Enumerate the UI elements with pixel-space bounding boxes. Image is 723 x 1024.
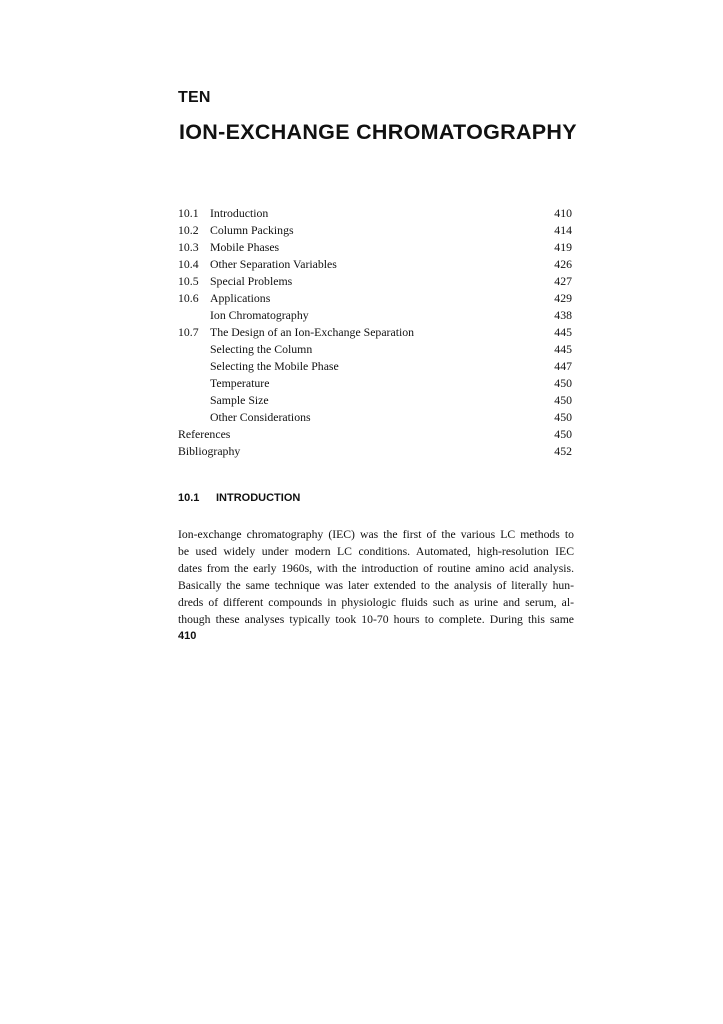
toc-entry-page: 447 (554, 359, 572, 373)
body-line: Basically the same technique was later extended to the analysis of literally hun- (178, 579, 574, 592)
body-paragraph (178, 526, 574, 628)
toc-entry-bibliography (178, 443, 572, 460)
toc-entry-title: References (178, 427, 231, 441)
section-title: INTRODUCTION (216, 492, 301, 504)
toc-entry-number: 10.6 (178, 291, 199, 305)
toc-entry-page: 426 (554, 257, 572, 271)
toc-entry-title: Special Problems (210, 274, 293, 288)
toc-entry-sample-size (178, 392, 572, 409)
body-line: be used widely under modern LC conditions. Automated, high-resolution IEC (178, 545, 574, 558)
toc-entry-page: 410 (554, 206, 572, 220)
toc-entry-selecting-the-column (178, 341, 572, 358)
body-line: dreds of different compounds in physiologic fluids such as urine and serum, al- (178, 596, 574, 609)
toc-entry-title: Mobile Phases (210, 240, 280, 254)
toc-entry-number: 10.4 (178, 257, 199, 271)
toc-entry-page: 452 (554, 444, 572, 458)
toc-entry-title: Column Packings (210, 223, 294, 237)
toc-entry-column-packings (178, 222, 572, 239)
toc-entry-mobile-phases (178, 239, 572, 256)
toc-entry-applications (178, 290, 572, 307)
toc-entry-page: 445 (554, 342, 572, 356)
body-line: though these analyses typically took 10-70 hours to complete. During this same (178, 613, 574, 626)
toc-entry-references (178, 426, 572, 443)
toc-entry-number: 10.2 (178, 223, 199, 237)
chapter-title: ION-EXCHANGE CHROMATOGRAPHY (179, 120, 577, 144)
chapter-number: TEN (178, 89, 211, 106)
toc-entry-title: Other Separation Variables (210, 257, 337, 271)
toc-entry-page: 429 (554, 291, 572, 305)
toc-entry-title: Ion Chromatography (210, 308, 309, 322)
toc-entry-special-problems (178, 273, 572, 290)
toc-entry-title: Introduction (210, 206, 269, 220)
toc-entry-number: 10.3 (178, 240, 199, 254)
toc-entry-temperature (178, 375, 572, 392)
toc-entry-title: Sample Size (210, 393, 269, 407)
page-number: 410 (178, 630, 197, 642)
toc-entry-title: The Design of an Ion-Exchange Separation (210, 325, 415, 339)
toc-entry-page: 450 (554, 427, 572, 441)
table-of-contents (178, 205, 572, 460)
toc-entry-page: 419 (554, 240, 572, 254)
section-number: 10.1 (178, 492, 200, 504)
toc-entry-page: 450 (554, 376, 572, 390)
toc-entry-page: 450 (554, 393, 572, 407)
toc-entry-number: 10.1 (178, 206, 199, 220)
toc-entry-other-considerations (178, 409, 572, 426)
toc-entry-title: Bibliography (178, 444, 241, 458)
toc-entry-design-of-separation (178, 324, 572, 341)
toc-entry-title: Selecting the Column (210, 342, 313, 356)
toc-entry-page: 445 (554, 325, 572, 339)
body-line: Ion-exchange chromatography (IEC) was the first of the various LC methods to (178, 528, 574, 541)
toc-entry-introduction (178, 205, 572, 222)
toc-entry-page: 427 (554, 274, 572, 288)
body-line: dates from the early 1960s, with the introduction of routine amino acid analysis. (178, 562, 574, 575)
toc-entry-number: 10.5 (178, 274, 199, 288)
section-heading (178, 492, 300, 504)
toc-entry-title: Applications (210, 291, 271, 305)
toc-entry-ion-chromatography (178, 307, 572, 324)
toc-entry-number: 10.7 (178, 325, 199, 339)
toc-entry-title: Selecting the Mobile Phase (210, 359, 339, 373)
toc-entry-selecting-the-mobile-phase (178, 358, 572, 375)
toc-entry-title: Temperature (210, 376, 270, 390)
toc-entry-page: 450 (554, 410, 572, 424)
toc-entry-page: 438 (554, 308, 572, 322)
toc-entry-page: 414 (554, 223, 572, 237)
toc-entry-title: Other Considerations (210, 410, 311, 424)
toc-entry-other-separation-variables (178, 256, 572, 273)
